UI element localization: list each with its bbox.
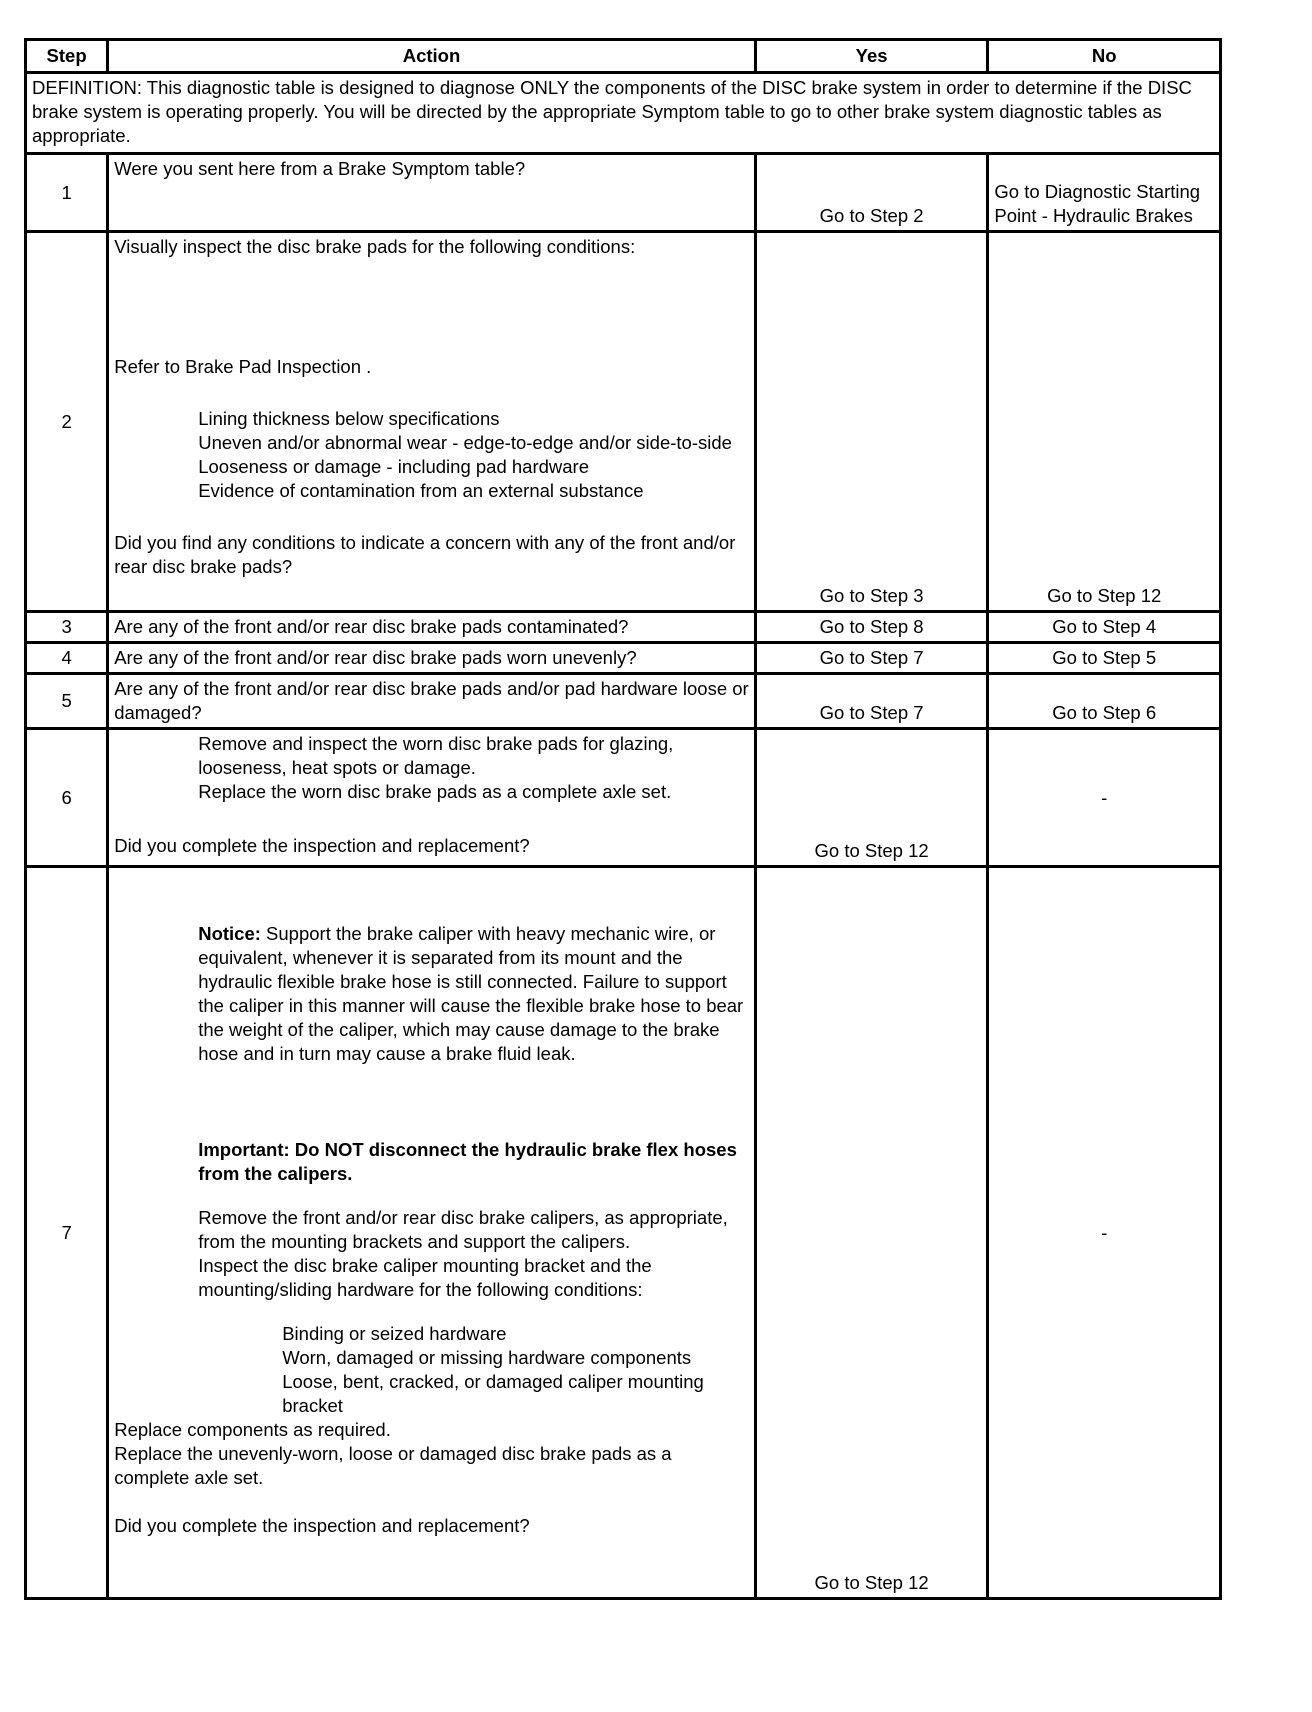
yes-outcome: Go to Step 7: [755, 674, 988, 729]
step-number: 1: [26, 154, 108, 232]
action-intro: Visually inspect the disc brake pads for the following conditions:: [114, 236, 636, 257]
important-note: Important: Do NOT disconnect the hydraulic brake flex hoses from the calipers.: [198, 1139, 737, 1184]
action-cell: [108, 729, 756, 867]
header-action: Action: [108, 40, 756, 73]
header-yes: Yes: [755, 40, 988, 73]
action-item: Replace components as required.: [114, 1419, 391, 1440]
no-outcome: Go to Step 5: [988, 643, 1221, 674]
action-question: Did you complete the inspection and replacement?: [114, 835, 530, 856]
action-item: Remove and inspect the worn disc brake pads for glazing, looseness, heat spots or damage.: [198, 733, 674, 778]
yes-outcome: Go to Step 12: [755, 867, 988, 1599]
table-row: [26, 612, 1221, 643]
no-outcome: -: [988, 867, 1221, 1599]
no-outcome: Go to Step 12: [988, 232, 1221, 612]
condition-item: Worn, damaged or missing hardware components: [282, 1347, 692, 1368]
notice-paragraph: [114, 922, 749, 1066]
notice-label: Notice:: [198, 923, 261, 944]
table-row: [26, 729, 1221, 867]
table-row: [26, 867, 1221, 1599]
action-item: Inspect the disc brake caliper mounting bracket and the mounting/sliding hardware for the following conditions:: [198, 1255, 652, 1300]
condition-item: Uneven and/or abnormal wear - edge-to-edge and/or side-to-side: [198, 432, 732, 453]
action-question: Are any of the front and/or rear disc brake pads worn unevenly?: [108, 643, 756, 674]
condition-item: Lining thickness below specifications: [198, 408, 500, 429]
yes-outcome: Go to Step 7: [755, 643, 988, 674]
action-question: Are any of the front and/or rear disc brake pads and/or pad hardware loose or damaged?: [108, 674, 756, 729]
header-row: [26, 40, 1221, 73]
action-question: Were you sent here from a Brake Symptom table?: [108, 154, 756, 232]
no-outcome: -: [988, 729, 1221, 867]
step-number: 7: [26, 867, 108, 1599]
no-outcome: Go to Step 4: [988, 612, 1221, 643]
definition-text: DEFINITION: This diagnostic table is designed to diagnose ONLY the components of the DISC brake system in order to determine if the DISC brake system is operating properly. You will be directed by the appropriate Symptom table to go to other brake system diagnostic tables as appropriate.: [26, 73, 1221, 154]
step-number: 2: [26, 232, 108, 612]
action-question: Are any of the front and/or rear disc brake pads contaminated?: [108, 612, 756, 643]
condition-item: Loose, bent, cracked, or damaged caliper mounting bracket: [282, 1371, 704, 1416]
action-question: Did you find any conditions to indicate a concern with any of the front and/or rear disc brake pads?: [114, 532, 736, 577]
condition-item: Evidence of contamination from an external substance: [198, 480, 644, 501]
header-no: No: [988, 40, 1221, 73]
condition-item: Looseness or damage - including pad hardware: [198, 456, 590, 477]
step-number: 3: [26, 612, 108, 643]
action-refer: Refer to Brake Pad Inspection .: [114, 356, 372, 377]
header-step: Step: [26, 40, 108, 73]
step-number: 4: [26, 643, 108, 674]
table-row: [26, 643, 1221, 674]
action-cell: [108, 867, 756, 1599]
action-item: Remove the front and/or rear disc brake calipers, as appropriate, from the mounting brackets and support the calipers.: [198, 1207, 728, 1252]
diagnostic-table: [24, 38, 1222, 1600]
yes-outcome: Go to Step 2: [755, 154, 988, 232]
table-row: [26, 154, 1221, 232]
no-outcome: Go to Diagnostic Starting Point - Hydraulic Brakes: [988, 154, 1221, 232]
action-item: Replace the unevenly-worn, loose or damaged disc brake pads as a complete axle set.: [114, 1443, 672, 1488]
table-row: [26, 232, 1221, 612]
yes-outcome: Go to Step 12: [755, 729, 988, 867]
definition-row: [26, 73, 1221, 154]
table-row: [26, 674, 1221, 729]
yes-outcome: Go to Step 3: [755, 232, 988, 612]
notice-text: Support the brake caliper with heavy mechanic wire, or equivalent, whenever it is separated from its mount and the hydraulic flexible brake hose is still connected. Failure to support the caliper in this manner will cause the flexible brake hose to bear the weight of the caliper, which may cause damage to the brake hose and in turn may cause a brake fluid leak.: [198, 923, 744, 1064]
condition-item: Binding or seized hardware: [282, 1323, 507, 1344]
yes-outcome: Go to Step 8: [755, 612, 988, 643]
action-question: Did you complete the inspection and replacement?: [114, 1515, 530, 1536]
action-cell: [108, 232, 756, 612]
step-number: 5: [26, 674, 108, 729]
no-outcome: Go to Step 6: [988, 674, 1221, 729]
step-number: 6: [26, 729, 108, 867]
action-item: Replace the worn disc brake pads as a complete axle set.: [198, 781, 672, 802]
